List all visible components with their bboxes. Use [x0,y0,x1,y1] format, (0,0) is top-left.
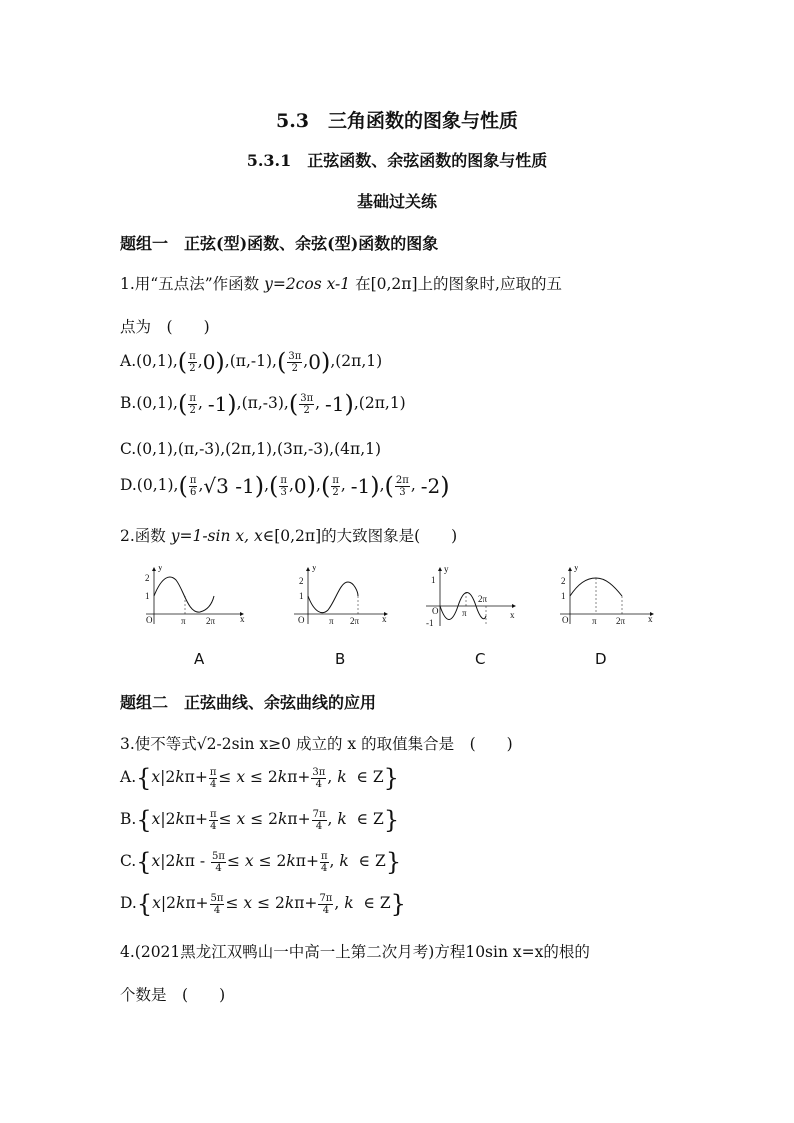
svg-text:2π: 2π [206,616,216,626]
svg-text:y: y [312,566,317,572]
answer-blank: ( ) [469,735,513,753]
q2-stem: 2.函数 y=1-sin x, x∈[0,2π]的大致图象是( ) [120,527,458,545]
svg-text:O: O [432,606,439,616]
q1-stem-line1: 1.用“五点法”作函数 y=2cos x-1 在[0,2π]上的图象时,应取的五 [120,275,562,293]
subsection-title: 5.3.1 正弦函数、余弦函数的图象与性质 [246,151,548,170]
answer-blank: ( ) [166,318,210,336]
q3-stem: 3.使不等式√2-2sin x≥0 成立的 x 的取值集合是 ( ) [120,735,513,753]
q1-choice-d: D.(0,1),( $\frac{\pi}{6}$ ,√3 -1),( $\frac{\pi}{3}$ ,0),( $\frac{\pi}{2}$ , -1),( $\frac{2\pi}{3}$ , -2) [120,472,450,500]
graph-c [420,566,530,628]
svg-text:π: π [462,608,467,618]
q4-stem-line1: 4.(2021黑龙江双鸭山一中高一上第二次月考)方程10sin x=x的根的 [120,943,590,961]
graph-caption-a: A [194,650,205,668]
svg-text:2π: 2π [616,616,626,626]
q1-choice-a: A.(0,1),( $\frac{\pi}{2}$ ,0),(π,-1),( $\frac{3\pi}{2}$ ,0),(2π,1) [120,348,383,376]
graph-caption-d: D [595,650,607,668]
svg-text:O: O [146,615,153,625]
graph-caption-c: C [475,650,486,668]
svg-text:y: y [574,566,579,572]
svg-text:O: O [298,615,305,625]
q3-choice-a: A.{x|2kπ+ $\frac{\pi}{4}$ ≤ x ≤ 2kπ+ $\frac{3\pi}{4}$ , k ∈ Z} [120,764,399,792]
q4-stem-line2: 个数是 ( ) [120,986,226,1004]
svg-text:2π: 2π [350,616,360,626]
svg-text:π: π [592,616,597,626]
group2-title: 题组二 正弦曲线、余弦曲线的应用 [120,693,377,712]
svg-text:1: 1 [145,591,150,601]
group1-title: 题组一 正弦(型)函数、余弦(型)函数的图象 [120,234,439,253]
svg-text:2: 2 [561,576,566,586]
q1-choice-c: C.(0,1),(π,-3),(2π,1),(3π,-3),(4π,1) [120,440,382,458]
graph-b [288,566,398,628]
svg-text:1: 1 [299,591,304,601]
svg-text:x: x [240,614,245,624]
q1-stem-line2: 点为 ( ) [120,318,210,336]
section-title: 5.3 三角函数的图象与性质 [275,110,519,132]
graph-a [140,566,250,628]
answer-blank: ( ) [182,986,226,1004]
q3-choice-d: D.{x|2kπ+ $\frac{5\pi}{4}$ ≤ x ≤ 2kπ+ $\frac{7\pi}{4}$ , k ∈ Z} [120,890,406,918]
svg-text:2: 2 [145,573,150,583]
q1-choice-b: B.(0,1),( $\frac{\pi}{2}$ , -1),(π,-3),( $\frac{3\pi}{2}$ , -1),(2π,1) [120,390,406,418]
svg-text:O: O [562,615,569,625]
svg-text:y: y [444,566,449,574]
svg-text:1: 1 [561,591,566,601]
graph-d [554,566,664,628]
svg-text:-1: -1 [426,618,434,628]
svg-text:1: 1 [431,575,436,585]
q3-choice-b: B.{x|2kπ+ $\frac{\pi}{4}$ ≤ x ≤ 2kπ+ $\frac{7\pi}{4}$ , k ∈ Z} [120,806,400,834]
graph-caption-b: B [335,650,346,668]
q3-choice-c: C.{x|2kπ - $\frac{5\pi}{4}$ ≤ x ≤ 2kπ+ $\frac{\pi}{4}$ , k ∈ Z} [120,848,402,876]
svg-text:x: x [382,614,387,624]
level-heading: 基础过关练 [356,192,437,211]
svg-text:2: 2 [299,576,304,586]
svg-text:x: x [648,614,653,624]
svg-text:π: π [181,616,186,626]
svg-text:2π: 2π [478,594,488,604]
svg-text:π: π [329,616,334,626]
svg-text:x: x [510,610,515,620]
svg-text:y: y [158,566,163,572]
